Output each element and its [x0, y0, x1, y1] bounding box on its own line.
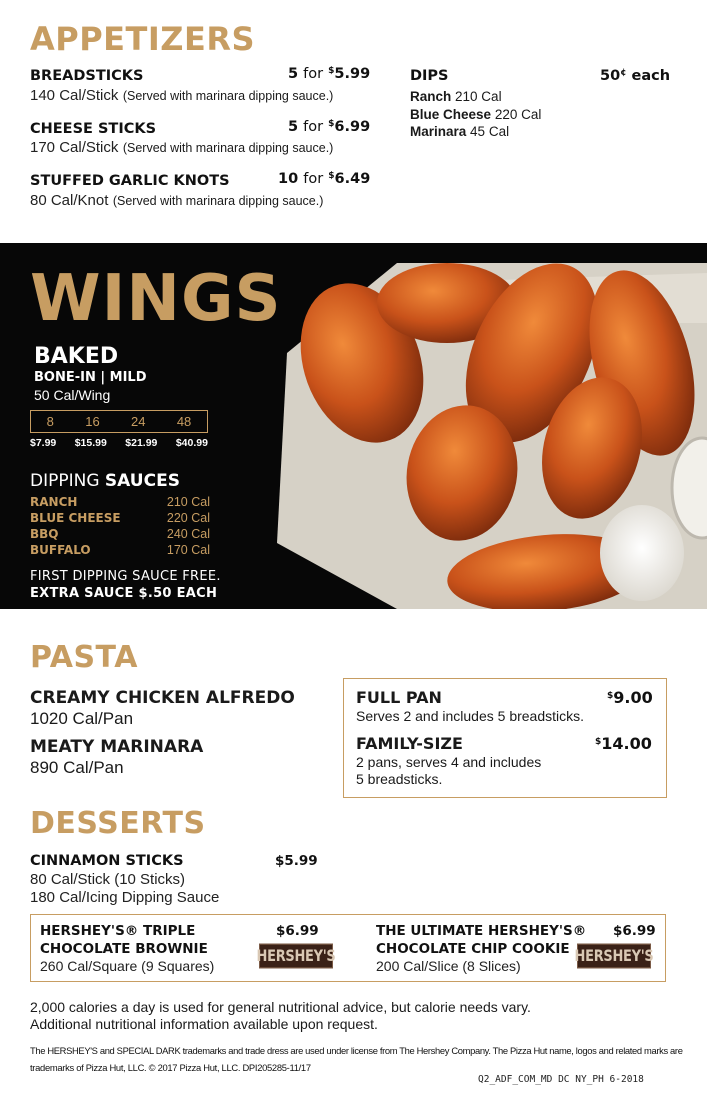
- cookie-name-2: CHOCOLATE CHIP COOKIE: [376, 941, 570, 957]
- hershey-logo: HERSHEY'S: [577, 944, 651, 969]
- garlic-knots-cal: 80 Cal/Knot (Served with marinara dipping sauce.): [30, 192, 324, 209]
- dips-list: [410, 88, 541, 141]
- cinnamon-sticks-price: $5.99: [275, 853, 318, 869]
- wings-price: $7.99: [30, 437, 57, 449]
- appetizers-title: APPETIZERS: [30, 20, 256, 58]
- wings-count: 48: [176, 414, 192, 429]
- sauce-list: [30, 494, 210, 558]
- sauce-note-1: FIRST DIPPING SAUCE FREE.: [30, 569, 221, 584]
- dip-ranch: Ranch 210 Cal: [410, 89, 502, 104]
- family-size-name: FAMILY-SIZE: [356, 734, 463, 753]
- brownie-name-1: HERSHEY'S® TRIPLE: [40, 923, 196, 939]
- family-size-price: $14.00: [595, 734, 652, 753]
- cinnamon-sticks-cal-2: 180 Cal/Icing Dipping Sauce: [30, 889, 220, 906]
- desserts-title: DESSERTS: [30, 806, 206, 841]
- dips-price: 50¢ each: [600, 68, 671, 84]
- wings-price: $40.99: [175, 437, 208, 449]
- sauce-blue-cheese: BLUE CHEESE 220 Cal: [30, 511, 210, 525]
- wings-price: $21.99: [125, 437, 158, 449]
- brownie-name-2: CHOCOLATE BROWNIE: [40, 941, 208, 957]
- cookie-cal: 200 Cal/Slice (8 Slices): [376, 958, 521, 974]
- pasta-title: PASTA: [30, 640, 138, 675]
- wings-count: 24: [131, 414, 146, 429]
- sauce-ranch: RANCH 210 Cal: [30, 495, 210, 509]
- legal-text-2: trademarks of Pizza Hut, LLC. © 2017 Pizza Hut, LLC. DPI205285-11/17: [30, 1062, 311, 1073]
- wings-photo: [247, 243, 707, 609]
- garlic-knots-name: STUFFED GARLIC KNOTS: [30, 173, 230, 189]
- breadsticks-name: BREADSTICKS: [30, 68, 144, 84]
- full-pan-price: $9.00: [607, 688, 653, 707]
- wings-variant: BONE-IN | MILD: [34, 370, 147, 385]
- cinnamon-sticks-name: CINNAMON STICKS: [30, 853, 184, 869]
- breadsticks-price: 5 for $5.99: [288, 66, 371, 82]
- pasta-alfredo-name: CREAMY CHICKEN ALFREDO: [30, 688, 295, 708]
- hershey-logo: HERSHEY'S: [259, 944, 333, 969]
- wings-count-box: [30, 410, 208, 433]
- sauce-bbq: BBQ 240 Cal: [30, 527, 210, 541]
- wings-style: BAKED: [34, 344, 119, 369]
- wings-count: 8: [46, 414, 54, 429]
- full-pan-name: FULL PAN: [356, 688, 442, 707]
- pasta-marinara-cal: 890 Cal/Pan: [30, 758, 124, 777]
- dip-blue-cheese: Blue Cheese 220 Cal: [410, 106, 542, 122]
- cookie-price: $6.99: [613, 923, 656, 939]
- nutrition-advice-2: Additional nutritional information available upon request.: [30, 1016, 378, 1032]
- cheese-sticks-price: 5 for $6.99: [288, 119, 371, 135]
- wings-title: WINGS: [30, 262, 282, 336]
- wings-count: 16: [85, 414, 100, 429]
- legal-text-1: The HERSHEY'S and SPECIAL DARK trademarks and trade dress are used under license from The Hershey Company. The Pizza Hut name, logos and related marks are: [30, 1045, 683, 1056]
- dipping-sauces-title: DIPPING SAUCES: [30, 471, 180, 491]
- dips-name: DIPS: [410, 68, 449, 84]
- cheese-sticks-cal: 170 Cal/Stick (Served with marinara dipping sauce.): [30, 139, 334, 156]
- sauce-buffalo: BUFFALO 170 Cal: [30, 543, 210, 557]
- pasta-marinara-name: MEATY MARINARA: [30, 737, 204, 757]
- family-size-desc-2: 5 breadsticks.: [356, 771, 443, 787]
- wings-price-row: [30, 437, 208, 449]
- wings-cal: 50 Cal/Wing: [34, 387, 111, 403]
- brownie-price: $6.99: [276, 923, 319, 939]
- cinnamon-sticks-cal-1: 80 Cal/Stick (10 Sticks): [30, 871, 186, 888]
- garlic-knots-price: 10 for $6.49: [278, 171, 371, 187]
- family-size-desc-1: 2 pans, serves 4 and includes: [356, 754, 542, 770]
- wings-price: $15.99: [74, 437, 107, 449]
- full-pan-desc: Serves 2 and includes 5 breadsticks.: [356, 708, 585, 724]
- cheese-sticks-name: CHEESE STICKS: [30, 121, 157, 137]
- dip-marinara: Marinara 45 Cal: [410, 124, 510, 139]
- sauce-note-2: EXTRA SAUCE $.50 EACH: [30, 586, 218, 601]
- nutrition-advice-1: 2,000 calories a day is used for general nutritional advice, but calorie needs vary.: [30, 999, 531, 1015]
- breadsticks-cal: 140 Cal/Stick (Served with marinara dipping sauce.): [30, 87, 334, 104]
- cookie-name-1: THE ULTIMATE HERSHEY'S®: [376, 923, 587, 939]
- print-code: Q2_ADF_COM_MD DC NY_PH 6-2018: [478, 1074, 644, 1085]
- brownie-cal: 260 Cal/Square (9 Squares): [40, 958, 215, 974]
- pasta-alfredo-cal: 1020 Cal/Pan: [30, 709, 134, 728]
